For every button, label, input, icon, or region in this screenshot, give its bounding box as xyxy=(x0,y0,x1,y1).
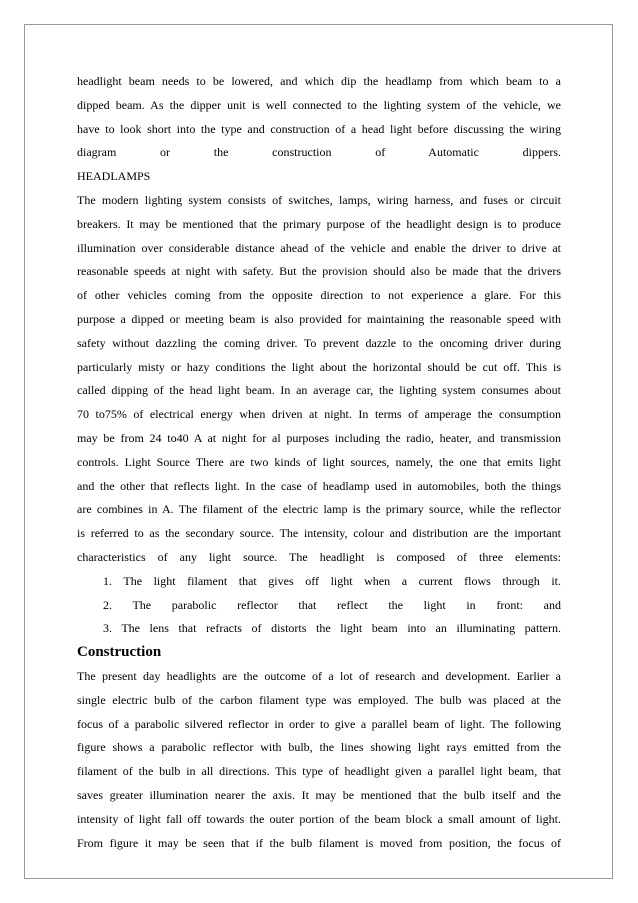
text-line: breakers. It may be mentioned that the primary purpose of the headlight design is to produce xyxy=(77,216,561,231)
paragraph-construction xyxy=(77,665,561,855)
text-line: purpose a dipped or meeting beam is also provided for maintaining the reasonable speed with xyxy=(77,311,561,326)
text-line: controls. Light Source There are two kinds of light sources, namely, the one that emits light xyxy=(77,454,561,469)
text-line: is referred to as the secondary source. The intensity, colour and distribution are the important xyxy=(77,526,561,541)
text-line: characteristics of any light source. The headlight is composed of three elements: xyxy=(77,549,561,564)
text-line: From figure it may be seen that if the bulb filament is moved from position, the focus of xyxy=(77,835,561,850)
headlamps-heading: HEADLAMPS xyxy=(77,169,151,184)
text-line: and the other that reflects light. In the case of headlamp used in automobiles, both the things xyxy=(77,478,561,493)
text-line: called dipping of the head light beam. In an average car, the lighting system consumes about xyxy=(77,383,561,398)
text-line: The present day headlights are the outcome of a lot of research and development. Earlier a xyxy=(77,668,561,683)
text-line: may be from 24 to40 A at night for al purposes including the radio, heater, and transmission xyxy=(77,430,561,445)
text-line: dipped beam. As the dipper unit is well connected to the lighting system of the vehicle, we xyxy=(77,97,561,112)
numbered-list xyxy=(77,570,561,641)
text-line: illumination over considerable distance ahead of the vehicle and enable the driver to drive at xyxy=(77,240,561,255)
document-body xyxy=(77,70,561,855)
text-line: safety without dazzling the coming driver. To prevent dazzle to the oncoming driver during xyxy=(77,335,561,350)
text-line: The modern lighting system consists of switches, lamps, wiring harness, and fuses or circuit xyxy=(77,192,561,207)
text-line: are combines in A. The filament of the electric lamp is the primary source, while the reflector xyxy=(77,502,561,517)
text-line: focus of a parabolic silvered reflector in order to give a parallel beam of light. The following xyxy=(77,716,561,731)
text-line: intensity of light fall off towards the outer portion of the beam block a small amount of light. xyxy=(77,811,561,826)
list-item: 3. The lens that refracts of distorts the light beam into an illuminating pattern. xyxy=(103,621,561,636)
text-line: particularly misty or hazy conditions the light about the horizontal should be cut off. This is xyxy=(77,359,561,374)
text-line: reasonable speeds at night with safety. But the provision should also be made that the drivers xyxy=(77,264,561,279)
list-item: 1. The light filament that gives off light when a current flows through it. xyxy=(103,573,561,588)
text-line: filament of the bulb in all directions. This type of headlight given a parallel light beam, that xyxy=(77,764,561,779)
text-line: of other vehicles coming from the opposite direction to not experience a glare. For this xyxy=(77,288,561,303)
text-line: single electric bulb of the carbon filament type was employed. The bulb was placed at the xyxy=(77,692,561,707)
text-line: have to look short into the type and construction of a head light before discussing the wiring xyxy=(77,121,561,136)
paragraph-intro xyxy=(77,70,561,165)
text-line: headlight beam needs to be lowered, and which dip the headlamp from which beam to a xyxy=(77,74,561,88)
text-line: 70 to75% of electrical energy when driven at night. In terms of amperage the consumption xyxy=(77,407,561,422)
paragraph-lighting-system xyxy=(77,189,561,570)
text-line: diagram or the construction of Automatic dippers. xyxy=(77,145,561,160)
construction-heading: Construction xyxy=(77,644,162,661)
text-line: figure shows a parabolic reflector with bulb, the lines showing light rays emitted from the xyxy=(77,740,561,755)
list-item: 2. The parabolic reflector that reflect the light in front: and xyxy=(103,597,561,612)
text-line: saves greater illumination nearer the axis. It may be mentioned that the bulb itself and the xyxy=(77,787,561,802)
